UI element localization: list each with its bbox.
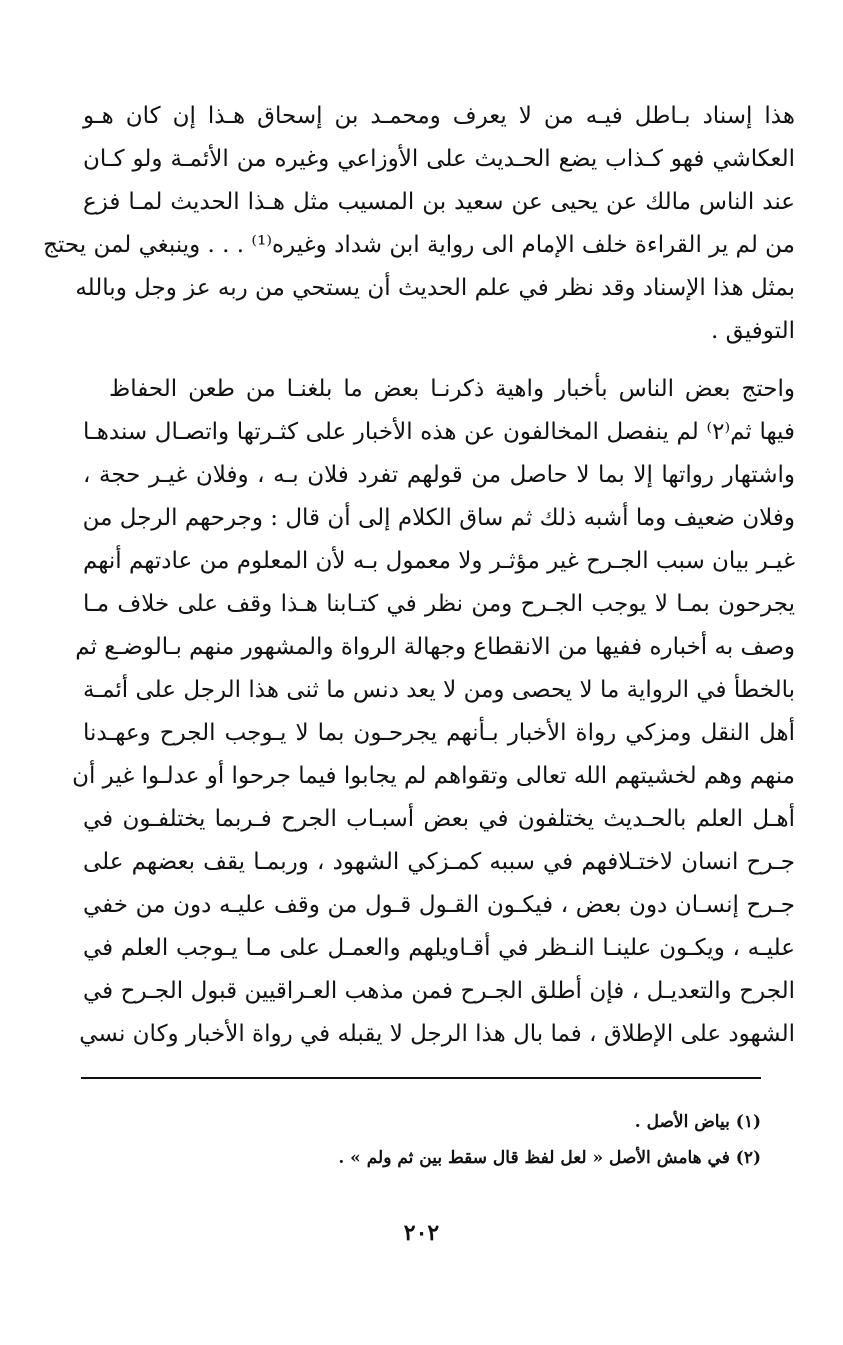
text-line: واشتهار رواتها إلا بما لا حاصل من قولهم تفرد فلان بـه ، وفلان غيـر حجة ، [83,462,795,488]
text-line: فيها ثم⁽٢⁾ لم ينفصل المخالفون عن هذه الأخبار على كثـرتها واتصـال سندهـا [83,419,795,445]
page-number: ٢٠٢ [403,1220,440,1246]
text-line: جـرح إنسـان دون بعض ، فيكـون القـول قـول من وقف عليـه دون من خفي [83,892,795,918]
text-line: عند الناس مالك عن يحيى عن سعيد بن المسيب مثل هـذا الحديث لمـا فزع [83,189,795,215]
text-line: بالخطأ في الرواية ما لا يحصى ومن لا يعد دنس ما ثنى هذا الرجل على أئمـة [83,677,795,703]
text-line: يجرحون بمـا لا يوجب الجـرح ومن نظر في كتـابنا هـذا وقف على خلاف مـا [83,591,795,617]
text-line: جـرح انسان لاختـلافهم في سببه كمـزكي الشهود ، وربمـا يقف بعضهم على [83,849,795,875]
text-line: من لم ير القراءة خلف الإمام الى رواية ابن شداد وغيره⁽¹⁾ . . . وينبغي لمن يحتج [43,232,795,258]
text-line: واحتج بعض الناس بأخبار واهية ذكرنـا بعض ما بلغنـا من طعن الحفاظ [109,376,795,402]
text-line: العكاشي فهو كـذاب يضع الحـديث على الأوزاعي وغيره من الأئمـة ولو كـان [83,146,795,172]
text-line: غيـر بيان سبب الجـرح غير مؤثـر ولا معمول بـه لأن المعلوم من عادتهم أنهم [82,548,795,574]
text-line: وفلان ضعيف وما أشبه ذلك ثم ساق الكلام إلى أن قال : وجرحهم الرجل من [82,505,795,531]
text-line: أهل النقل ومزكي رواة الأخبار بـأنهم يجرحـون بما لا يـوجب الجرح وعهـدنا [83,720,795,746]
text-line: وصف به أخباره ففيها من الانقطاع وجهالة الرواة والمشهور منهم بـالوضـع ثم [75,634,795,660]
text-line: هذا إسناد بـاطل فيـه من لا يعرف ومحمـد بن إسحاق هـذا إن كان هـو [83,103,795,129]
text-line: عليـه ، ويكـون علينـا النـظر في أقـاويلهم والعمـل على مـا يـوجب العلم في [83,935,795,961]
text-line: الشهود على الإطلاق ، فما بال هذا الرجل لا يقبله في رواة الأخبار وكان نسي [79,1021,795,1047]
text-line: أهـل العلم بالحـديث يختلفون في بعض أسبـاب الجرح فـربما يختلفـون في [83,806,795,832]
text-line: بمثل هذا الإسناد وقد نظر في علم الحديث أن يستحي من ربه عز وجل وبالله [75,275,795,301]
footnote-1: (١) بياض الأصل . [634,1112,761,1132]
footnote-divider [81,1077,761,1079]
footnote-2: (٢) في هامش الأصل « لعل لفظ قال سقط بين ثم ولم » . [338,1148,761,1168]
text-line: التوفيق . [711,318,795,344]
text-line: الجرح والتعديـل ، فإن أطلق الجـرح فمن مذهب العـراقيين قبول الجـرح في [83,978,795,1004]
text-line: منهم وهم لخشيتهم الله تعالى وتقواهم لم يجابوا فيما جرحوا أو عدلـوا غير أن [72,763,795,789]
